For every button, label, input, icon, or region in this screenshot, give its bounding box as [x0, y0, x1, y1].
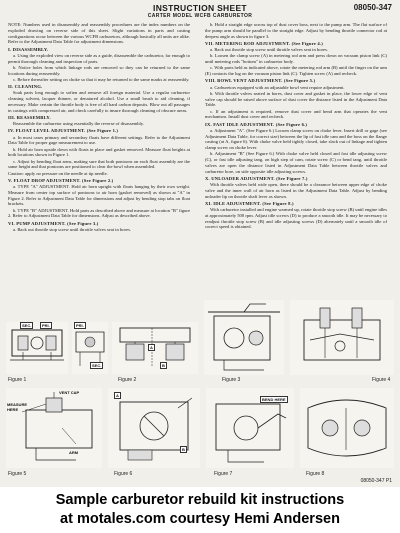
section-heading: VIII. BOWL VENT ADJUSTMENT. (See Figure 5.)	[205, 78, 316, 84]
section-heading: VII. METERING ROD ADJUSTMENT. (See Figure 4.)	[205, 40, 323, 46]
text-paragraph: b. Hold air horn upside down with floats in place and gasket removed. Measure float heights at both locations shown in Figure 1.	[8, 146, 190, 158]
figure-3-label: Figure 3	[222, 377, 241, 383]
sheet-subtitle: CARTER MODEL WCFB CARBURETOR	[147, 13, 253, 19]
text-paragraph: c. Adjust by bending float arms, making sure that both pontoons on each float assembly are the same height and that pontoons are positioned to clear the bowl when assembled.	[8, 158, 190, 170]
text-paragraph: b. With throttle valves seated in bores, dust cover and gasket in place, the lower edge of vent valve cap should be raised above surface of dust cover the distance listed in the Adjustment Data Table.	[205, 90, 387, 108]
figure-1-label: Figure 1	[8, 377, 27, 383]
caption-line-1: Sample carburetor rebuild kit instructions	[55, 492, 345, 508]
fig6-callout-b: B	[182, 447, 185, 452]
metering-rod-drawing	[290, 300, 394, 375]
text-paragraph: a. Adjustment "A". (See Figure 6.) Loosen clamp screw on choke lever. Insert drill or gage (see Adjustment Data Table, for correct size) between the lip of fast idle cam and the boss on the flange casting (at A, figure 6). With choke valve held tightly closed, take slack out of linkage and tighten clamp screw on choke lever.	[205, 127, 387, 150]
idle-adjustment-drawing	[300, 388, 394, 468]
footer-code-number: 08050-347	[360, 478, 385, 484]
figure-2-label: Figure 2	[118, 377, 137, 383]
fig1-callout-sec-2: SEC.	[92, 363, 102, 368]
section-heading: V. FLOAT DROP ADJUSTMENT. (See Figure 2.)	[8, 177, 114, 183]
fig5-callout-arm: ARM	[69, 450, 79, 455]
image-caption	[0, 491, 400, 529]
fig2-callout-a: A	[150, 345, 153, 350]
figure-5-label: Figure 5	[8, 471, 27, 477]
fig1-callout-pri-2: PRI.	[76, 323, 84, 328]
left-text-column	[8, 22, 190, 294]
section-heading: X. UNLOADER ADJUSTMENT. (See Figure 7.)	[205, 175, 308, 181]
text-paragraph: b. Loosen the clamp screw (A) in metering rod arm and press down on vacuum piston link (C) until metering rods "bottom" in carburetor body.	[205, 53, 387, 64]
fig6-callout-a: A	[116, 393, 119, 398]
figure-6-label: Figure 6	[114, 471, 133, 477]
text-paragraph: b. Hold a straight edge across top of dust cover boss, next to the pump arm. The flat surface of the pump arm should be parallel to the straight edge. Adjust by bending throttle connector rod at deepest angle as shown in figure 3.	[205, 22, 387, 39]
text-paragraph: b. TYPE "B" ADJUSTMENT. Hold parts as described above and measure at location "B" figure 2. Refer to Adjustment Data Table for dimensions. Adjust as described above.	[8, 207, 190, 219]
text-paragraph: a. Back out throttle stop screw until throttle valves seat in bores.	[13, 226, 132, 232]
text-paragraph: With carburetor installed and engine warmed up, rotate throttle stop screw (B) until engine idles at approximately 500 rpm. Adjust idle screws (D) to produce a smooth idle. It may be necessary to readjust throttle stop screw (B) and idle adjusting screws (D) alternately until a smooth idle of correct speed is obtained.	[205, 207, 387, 230]
bowl-vent-drawing	[6, 388, 102, 468]
float-drop-drawing	[112, 322, 198, 374]
figure-4	[290, 300, 394, 375]
fig1-callout-pri: PRI.	[42, 323, 50, 328]
section-heading: VI. PUMP ADJUSTMENT. (See Figure 3.)	[8, 220, 99, 226]
sheet-title: INSTRUCTION SHEET	[153, 3, 247, 13]
text-paragraph: a. Back out throttle stop screw until throttle valves seat in bores.	[210, 47, 329, 52]
text-paragraph: With throttle valves held wide open, there should be a clearance between upper edge of choke valve and the inner wall of air horn as listed in the Adjustment Data Table. Adjust by bending unloader lip on throttle shaft lever as shown.	[205, 182, 387, 199]
section-heading: II. CLEANING.	[8, 84, 43, 89]
text-paragraph: b. Adjustment "B" (See Figure 6.) With choke valve held closed and fast idle adjusting screw (C), or fast idle adjusting tang, on high step of cam, rotate screw (C) or bend tang, until throttle valves are open the distance listed in Adjustment Data Table between throttle valves and carburetor bore, on side opposite idle adjusting screws.	[205, 151, 387, 174]
fig7-callout-bend-here: BEND HERE	[262, 397, 286, 402]
footer-page: P1	[385, 478, 392, 484]
fig5-callout-vent-cap: VENT CAP	[59, 390, 80, 395]
fig2-callout-b: B	[162, 363, 165, 368]
section-heading: XI. IDLE ADJUSTMENT. (See Figure 8.)	[205, 200, 294, 206]
figure-1-detail	[72, 322, 108, 374]
right-text-column	[205, 22, 387, 294]
sheet-code: 08050-347	[353, 3, 392, 12]
section-heading: III. REASSEMBLY.	[8, 114, 51, 120]
text-paragraph: Reassemble the carburetor using essentially the reverse of disassembly.	[13, 121, 144, 126]
text-paragraph: b. Notice holes from which linkage rods are removed so they can be returned to the same locations during reassembly.	[8, 64, 190, 76]
text-paragraph: a. Using the exploded view on reverse side as a guide, disassemble the carburetor, far enough to permit thorough cleaning and inspection of parts.	[8, 52, 190, 64]
figure-5	[6, 388, 102, 468]
fig5-callout-measure-here: MEASURE HERE	[7, 402, 28, 412]
figure-2	[112, 322, 198, 374]
section-heading: IV. FLOAT LEVEL ADJUSTMENT. (See Figure 1.)	[8, 128, 119, 134]
fast-idle-drawing	[108, 388, 200, 468]
text-paragraph: NOTE: Numbers used in disassembly and reassembly procedures are the index numbers on the exploded drawing on reverse side of this sheet. Slight variations in parts and casting configurations occur between the various WCFB carburetors, although basically all units are alike. Refer to the Adjustment Data Table for adjustment dimensions.	[8, 22, 190, 45]
text-paragraph: Caution: apply no pressure on the needle at tip needle.	[8, 170, 108, 176]
text-paragraph: a. TYPE "A" ADJUSTMENT. Hold air horn upright with floats hanging by their own weight. Measure from center top surface of pontoons to air horn (gasket removed) as shown at "A" in Figure 2. Refer to Adjustment Data Table for dimensions and adjust by bending stop tabs on float brackets.	[8, 184, 190, 207]
text-paragraph: a. In most cases primary and secondary floats have different settings. Refer to the Adjustment Data Table for proper gage measurement to use.	[8, 134, 190, 146]
figure-6	[108, 388, 200, 468]
footer-code	[361, 478, 392, 484]
text-paragraph: a. Carburetors equipped with an adjustable bowl vent require adjustment.	[210, 84, 345, 90]
figure-7-label: Figure 7	[214, 471, 233, 477]
text-paragraph: c. Before thereafter setting on choke so that it may be returned to the same marks at reassembly.	[13, 76, 190, 82]
section-heading: IX. FAST IDLE ADJUSTMENT. (See Figure 6.)	[205, 121, 308, 127]
figure-7	[206, 388, 294, 468]
pump-adjustment-drawing	[204, 300, 284, 375]
figure-4-label: Figure 4	[372, 377, 391, 383]
figure-8-label: Figure 8	[306, 471, 325, 477]
figure-3	[204, 300, 284, 375]
figure-8	[300, 388, 394, 468]
text-paragraph: c. With parts held as indicated above, rotate the metering rod arm (B) until the finger on the arm (E) contacts the lug on the vacuum piston link (C). Tighten screw (A) and recheck.	[205, 65, 387, 76]
section-heading: I. DISASSEMBLY.	[8, 46, 49, 52]
fig1-callout-sec: SEC.	[22, 323, 32, 328]
text-paragraph: Soak parts long enough to soften and remove all foreign material. Use a regular carburetor cleaning solvent, lacquer thinner, or denatured alcohol. Use a small brush to aid cleaning, if necessary. Make certain the throttle body is free of all hard carbon deposits. Blow out all passages in castings with compressed air, and check carefully to insure thorough cleaning of obscure areas.	[8, 90, 190, 113]
text-paragraph: c. If an adjustment is required, remove dust cover and bend arm that operates the vent mechanism. Install dust cover and recheck.	[205, 108, 387, 120]
figure-1	[6, 322, 68, 374]
float-level-drawing	[6, 322, 68, 374]
caption-line-2: at motales.com courtesy Hemi Andersen	[60, 511, 340, 527]
